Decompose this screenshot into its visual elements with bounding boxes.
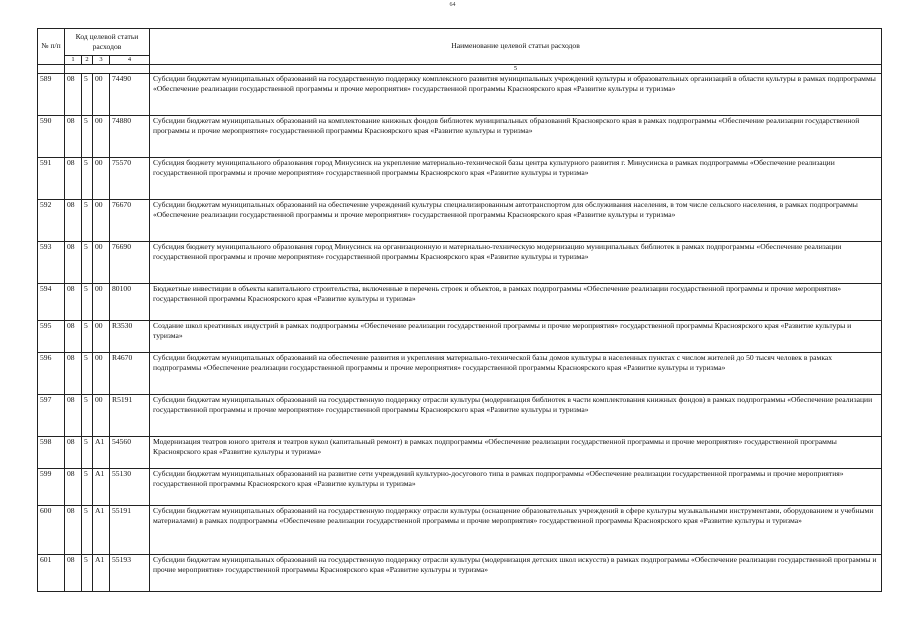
table-row — [38, 506, 882, 555]
code-2: 5 — [82, 74, 93, 116]
code-2: 5 — [82, 437, 93, 469]
code-3: A1 — [93, 506, 110, 555]
row-number: 591 — [38, 158, 65, 200]
header-index: 5 — [150, 65, 882, 74]
code-3: 00 — [93, 74, 110, 116]
table-row — [38, 555, 882, 592]
header-num: № п/п — [38, 29, 65, 65]
code-4: 76670 — [110, 200, 150, 242]
code-1: 08 — [65, 321, 82, 353]
code-1: 08 — [65, 200, 82, 242]
expense-name: Субсидия бюджету муниципального образования город Минусинск на укрепление материально-технической базы центра культурного развития г. Минусинска в рамках подпрограммы «Обеспечение реализации государственной программы и прочие мероприятия» государственной программы Красноярского края «Развитие культуры и туризма» — [150, 158, 882, 200]
row-number: 600 — [38, 506, 65, 555]
code-3: 00 — [93, 242, 110, 284]
expense-name: Бюджетные инвестиции в объекты капитального строительства, включенные в перечень строек и объектов, в рамках подпрограммы «Обеспечение реализации государственной программы и прочие мероприятия» государственной программы Красноярского края «Развитие культуры и туризма» — [150, 284, 882, 321]
code-4: R3530 — [110, 321, 150, 353]
code-3: 00 — [93, 284, 110, 321]
table-row — [38, 321, 882, 353]
code-1: 08 — [65, 74, 82, 116]
code-1: 08 — [65, 437, 82, 469]
code-1: 08 — [65, 506, 82, 555]
expense-name: Субсидии бюджетам муниципальных образований на государственную поддержку отрасли культуры (модернизация библиотек в части комплектования книжных фондов) в рамках подпрограммы «Обеспечение реализации государственной программы и прочие мероприятия» государственной программы Красноярского края «Развитие культуры и туризма» — [150, 395, 882, 437]
code-4: 75570 — [110, 158, 150, 200]
row-number: 589 — [38, 74, 65, 116]
code-2: 5 — [82, 353, 93, 395]
code-3: A1 — [93, 437, 110, 469]
code-4: 55193 — [110, 555, 150, 592]
table-row — [38, 437, 882, 469]
expense-name: Субсидии бюджетам муниципальных образований на комплектование книжных фондов библиотек муниципальных образований Красноярского края в рамках подпрограммы «Обеспечение реализации государственной программы и прочие мероприятия» государственной программы Красноярского края «Развитие культуры и туризма» — [150, 116, 882, 158]
expense-name: Субсидии бюджетам муниципальных образований на обеспечение учреждений культуры специализированным автотранспортом для обслуживания населения, в том числе сельского населения, в рамках подпрограммы «Обеспечение реализации государственной программы и прочие мероприятия» государственной программы Красноярского края «Развитие культуры и туризма» — [150, 200, 882, 242]
code-2: 5 — [82, 200, 93, 242]
code-2: 5 — [82, 158, 93, 200]
expense-name: Субсидии бюджетам муниципальных образований на развитие сети учреждений культурно-досугового типа в рамках подпрограммы «Обеспечение реализации государственной программы и прочие мероприятия» государственной программы Красноярского края «Развитие культуры и туризма» — [150, 469, 882, 506]
table-row — [38, 395, 882, 437]
code-3: 00 — [93, 395, 110, 437]
table-row — [38, 74, 882, 116]
header-index: 1 — [65, 56, 82, 65]
expense-name: Субсидии бюджетам муниципальных образований на государственную поддержку комплексного развития муниципальных учреждений культуры и образовательных организаций в области культуры в рамках подпрограммы «Обеспечение реализации государственной программы и прочие мероприятия» государственной программы Красноярского края «Развитие культуры и туризма» — [150, 74, 882, 116]
row-number: 601 — [38, 555, 65, 592]
expense-name: Субсидии бюджетам муниципальных образований на государственную поддержку отрасли культуры (модернизация детских школ искусств) в рамках подпрограммы «Обеспечение реализации государственной программы и прочие мероприятия» государственной программы Красноярского края «Развитие культуры и туризма» — [150, 555, 882, 592]
code-2: 5 — [82, 506, 93, 555]
expense-name: Субсидии бюджетам муниципальных образований на обеспечение развития и укрепления материально-технической базы домов культуры в населенных пунктах с числом жителей до 50 тысяч человек в рамках подпрограммы «Обеспечение реализации государственной программы и прочие мероприятия» государственной программы Красноярского края «Развитие культуры и туризма» — [150, 353, 882, 395]
code-1: 08 — [65, 158, 82, 200]
header-code: Код целевой статьи расходов — [65, 29, 150, 56]
code-4: 55130 — [110, 469, 150, 506]
code-2: 5 — [82, 242, 93, 284]
code-4: 80100 — [110, 284, 150, 321]
code-2: 5 — [82, 555, 93, 592]
header-index: 3 — [93, 56, 110, 65]
table-row — [38, 242, 882, 284]
code-1: 08 — [65, 284, 82, 321]
code-3: 00 — [93, 321, 110, 353]
row-number: 597 — [38, 395, 65, 437]
code-3: A1 — [93, 469, 110, 506]
row-number: 599 — [38, 469, 65, 506]
code-4: 74490 — [110, 74, 150, 116]
code-1: 08 — [65, 116, 82, 158]
code-2: 5 — [82, 116, 93, 158]
row-number: 598 — [38, 437, 65, 469]
code-1: 08 — [65, 395, 82, 437]
code-4: 76690 — [110, 242, 150, 284]
row-number: 596 — [38, 353, 65, 395]
expense-name: Создание школ креативных индустрий в рамках подпрограммы «Обеспечение реализации государственной программы и прочие мероприятия» государственной программы Красноярского края «Развитие культуры и туризма» — [150, 321, 882, 353]
header-index: 4 — [110, 56, 150, 65]
row-number: 595 — [38, 321, 65, 353]
table-row — [38, 353, 882, 395]
table-row — [38, 158, 882, 200]
code-3: 00 — [93, 116, 110, 158]
code-4: 74880 — [110, 116, 150, 158]
page-number: 64 — [449, 2, 456, 8]
code-2: 5 — [82, 469, 93, 506]
expense-name: Модернизация театров юного зрителя и театров кукол (капитальный ремонт) в рамках подпрограммы «Обеспечение реализации государственной программы и прочие мероприятия» государственной программы Красноярского края «Развитие культуры и туризма» — [150, 437, 882, 469]
table-row — [38, 469, 882, 506]
header-index-blank — [65, 65, 150, 74]
header-index-blank — [38, 65, 65, 74]
table-row — [38, 200, 882, 242]
code-2: 5 — [82, 321, 93, 353]
code-4: 55191 — [110, 506, 150, 555]
row-number: 590 — [38, 116, 65, 158]
code-3: 00 — [93, 353, 110, 395]
code-1: 08 — [65, 242, 82, 284]
code-3: A1 — [93, 555, 110, 592]
code-4: 54560 — [110, 437, 150, 469]
code-3: 00 — [93, 158, 110, 200]
expense-name: Субсидии бюджетам муниципальных образований на государственную поддержку отрасли культуры (оснащение образовательных учреждений в сфере культуры музыкальными инструментами, оборудованием и учебными материалами) в рамках подпрограммы «Обеспечение реализации государственной программы и прочие мероприятия» государственной программы Красноярского края «Развитие культуры и туризма» — [150, 506, 882, 555]
table-row — [38, 116, 882, 158]
row-number: 594 — [38, 284, 65, 321]
code-3: 00 — [93, 200, 110, 242]
row-number: 592 — [38, 200, 65, 242]
code-2: 5 — [82, 284, 93, 321]
header-index: 2 — [82, 56, 93, 65]
code-4: R4670 — [110, 353, 150, 395]
header-name: Наименование целевой статьи расходов — [150, 29, 882, 65]
code-1: 08 — [65, 469, 82, 506]
table-row — [38, 284, 882, 321]
code-1: 08 — [65, 353, 82, 395]
code-2: 5 — [82, 395, 93, 437]
target-expense-table — [37, 28, 882, 592]
row-number: 593 — [38, 242, 65, 284]
code-4: R5191 — [110, 395, 150, 437]
code-1: 08 — [65, 555, 82, 592]
expense-name: Субсидия бюджету муниципального образования город Минусинск на организационную и материально-техническую модернизацию муниципальных библиотек в рамках подпрограммы «Обеспечение реализации государственной программы и прочие мероприятия» государственной программы Красноярского края «Развитие культуры и туризма» — [150, 242, 882, 284]
